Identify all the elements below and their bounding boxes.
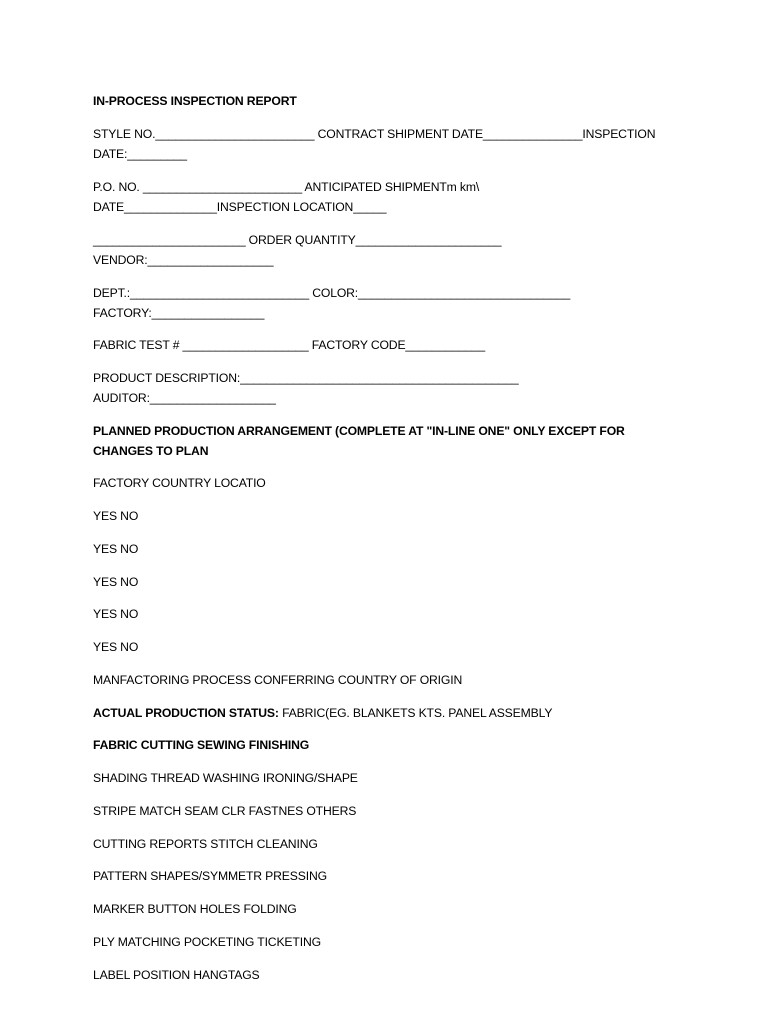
yes-no-row: YES NO <box>93 640 139 654</box>
product-description-line: PRODUCT DESCRIPTION:__________________________________________ <box>93 371 519 385</box>
auditor-line: AUDITOR:___________________ <box>93 391 276 405</box>
checklist-row: SHADING THREAD WASHING IRONING/SHAPE <box>93 771 358 785</box>
checklist-row: PLY MATCHING POCKETING TICKETING <box>93 935 321 949</box>
manufacturing-process-line: MANFACTORING PROCESS CONFERRING COUNTRY OF ORIGIN <box>93 673 463 687</box>
yes-no-row: YES NO <box>93 542 139 556</box>
actual-status-label: ACTUAL PRODUCTION STATUS: <box>93 706 279 720</box>
yes-no-row: YES NO <box>93 509 139 523</box>
vendor-line: VENDOR:___________________ <box>93 253 274 267</box>
checklist-row: CUTTING REPORTS STITCH CLEANING <box>93 837 318 851</box>
report-title: IN-PROCESS INSPECTION REPORT <box>93 94 297 108</box>
checklist-row: MARKER BUTTON HOLES FOLDING <box>93 902 297 916</box>
actual-status-rest: FABRIC(EG. BLANKETS KTS. PANEL ASSEMBLY <box>278 706 553 720</box>
inspection-date-line: DATE:_________ <box>93 147 187 161</box>
checklist-row: LABEL POSITION HANGTAGS <box>93 968 260 982</box>
order-quantity-line: _______________________ ORDER QUANTITY______________________ <box>93 233 502 247</box>
style-no-line: STYLE NO.________________________ CONTRACT SHIPMENT DATE_______________INSPECTION <box>93 127 656 141</box>
po-no-line: P.O. NO. ________________________ ANTICIPATED SHIPMENTm km\ <box>93 180 480 194</box>
yes-no-row: YES NO <box>93 607 139 621</box>
dept-color-line: DEPT.:___________________________ COLOR:________________________________ <box>93 286 571 300</box>
planned-production-heading-cont: CHANGES TO PLAN <box>93 444 209 458</box>
factory-line: FACTORY:_________________ <box>93 306 265 320</box>
actual-production-status-line <box>93 703 552 723</box>
inspection-location-line: DATE______________INSPECTION LOCATION_____ <box>93 200 387 214</box>
yes-no-row: YES NO <box>93 575 139 589</box>
checklist-row: STRIPE MATCH SEAM CLR FASTNES OTHERS <box>93 804 357 818</box>
checklist-row: PATTERN SHAPES/SYMMETR PRESSING <box>93 869 327 883</box>
fabric-cutting-heading: FABRIC CUTTING SEWING FINISHING <box>93 738 310 752</box>
factory-country-location: FACTORY COUNTRY LOCATIO <box>93 476 266 490</box>
planned-production-heading: PLANNED PRODUCTION ARRANGEMENT (COMPLETE AT "IN-LINE ONE" ONLY EXCEPT FOR <box>93 424 625 438</box>
fabric-test-line: FABRIC TEST # ___________________ FACTORY CODE____________ <box>93 338 485 352</box>
